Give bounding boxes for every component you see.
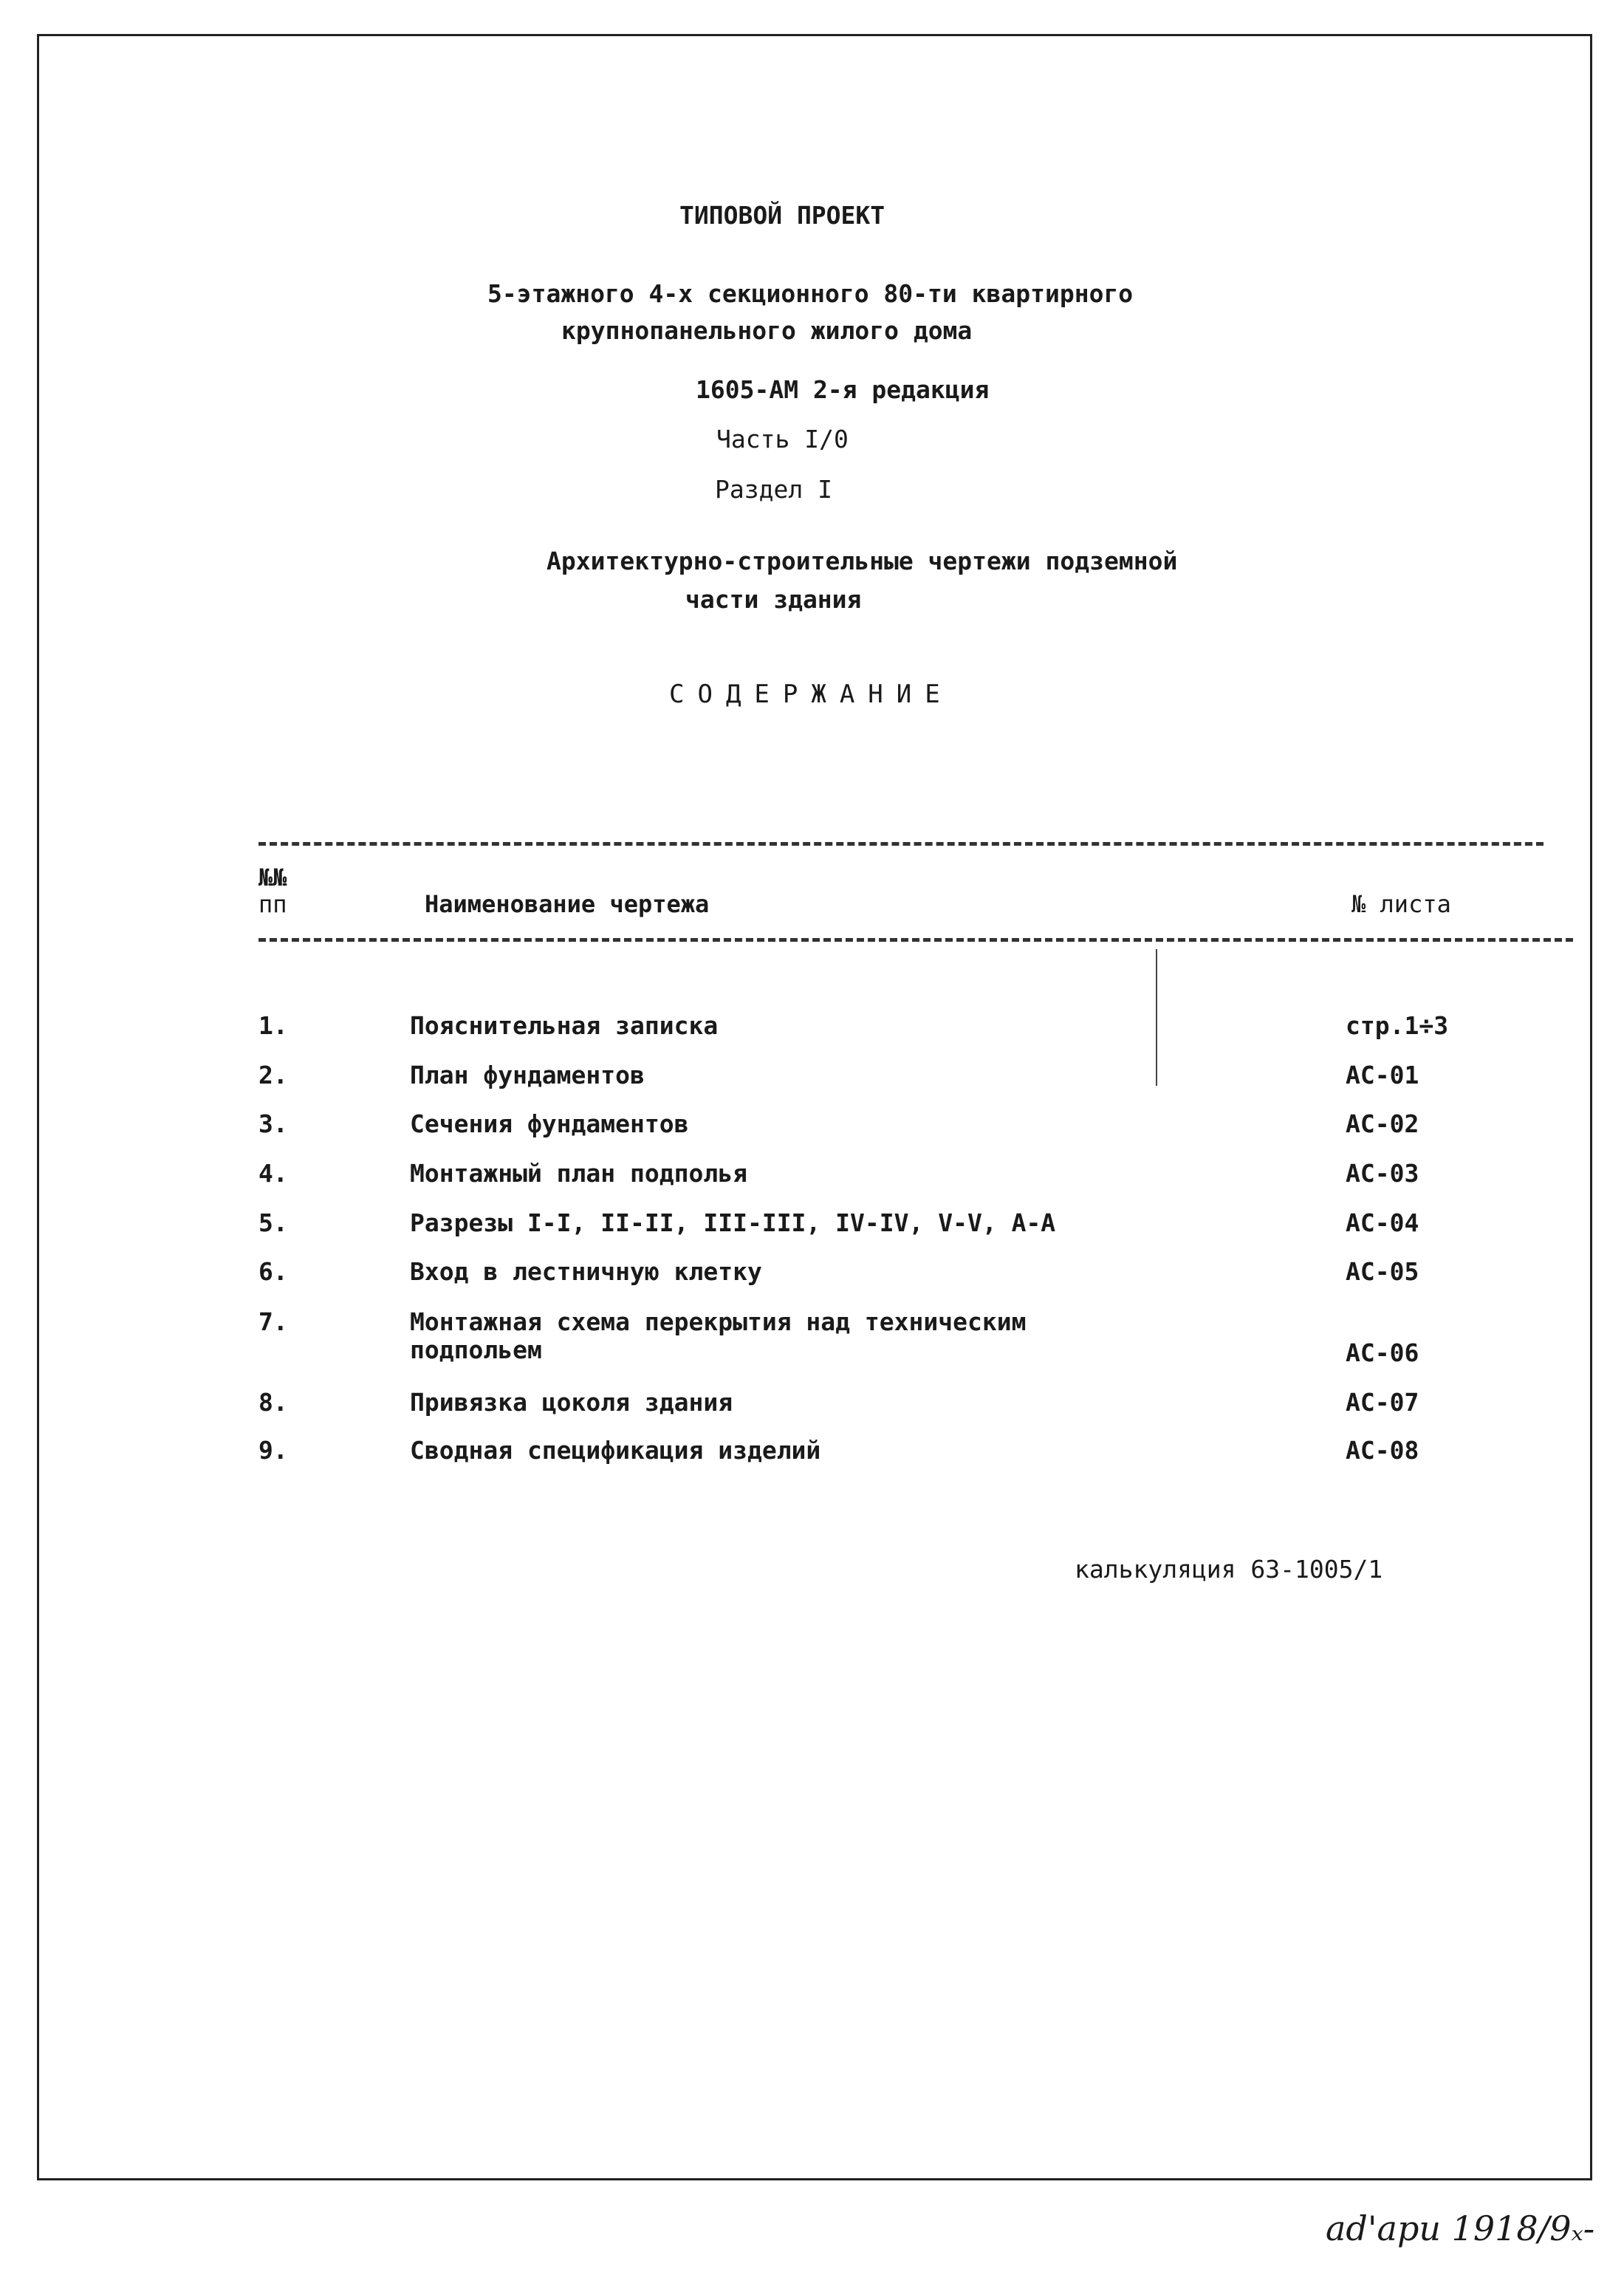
toc-row-4 [244, 1160, 1499, 1204]
toc-row-number: 2. [258, 1061, 288, 1089]
toc-row-number: 1. [258, 1011, 288, 1040]
toc-row-title: Монтажная схема перекрытия над техническим подпольем [410, 1307, 1027, 1364]
toc-row-title: Монтажный план подполья [410, 1159, 747, 1188]
project-section: Раздел I [715, 475, 832, 504]
toc-row-sheet: АС-01 [1346, 1061, 1419, 1089]
toc-row-title: Сечения фундаментов [410, 1109, 689, 1138]
toc-row-number: 9. [258, 1436, 288, 1465]
toc-row-sheet: АС-02 [1346, 1109, 1419, 1138]
toc-row-3 [244, 1110, 1499, 1154]
drawings-title-line1: Архитектурно-строительные чертежи подземной [547, 547, 1178, 575]
toc-row-title: Вход в лестничную клетку [410, 1257, 762, 1286]
handwritten-signature: ad'apu 1918/9ₓ- [1326, 2208, 1595, 2248]
toc-row-title: Разрезы I-I, II-II, III-III, IV-IV, V-V, А-А [410, 1208, 1056, 1237]
toc-row-number: 5. [258, 1208, 288, 1237]
toc-row-number: 4. [258, 1159, 288, 1188]
toc-row-number: 6. [258, 1257, 288, 1286]
toc-row-sheet: АС-04 [1346, 1208, 1419, 1237]
toc-row-number: 7. [258, 1307, 288, 1336]
toc-row-8 [244, 1389, 1499, 1433]
toc-row-9 [244, 1437, 1499, 1481]
toc-row-2 [244, 1061, 1499, 1106]
toc-row-title: План фундаментов [410, 1061, 645, 1089]
project-part: Часть I/0 [716, 425, 849, 454]
column-number-line1: №№ [258, 863, 287, 892]
toc-row-6 [244, 1258, 1499, 1302]
calculation-reference: калькуляция 63-1005/1 [1075, 1555, 1383, 1584]
project-type: ТИПОВОЙ ПРОЕКТ [679, 201, 885, 230]
toc-row-7 [244, 1308, 1499, 1382]
toc-row-title: Привязка цоколя здания [410, 1388, 733, 1417]
column-sheet-header: № листа [1351, 890, 1451, 918]
toc-row-sheet: АС-07 [1346, 1388, 1419, 1417]
building-description-line1: 5-этажного 4-х секционного 80-ти квартирного [487, 279, 1134, 308]
toc-row-sheet: АС-03 [1346, 1159, 1419, 1188]
project-code: 1605-АМ 2-я редакция [696, 375, 990, 404]
table-header-rule [258, 938, 1573, 942]
toc-row-title: Сводная спецификация изделий [410, 1436, 821, 1465]
building-description-line2: крупнопанельного жилого дома [561, 316, 973, 345]
toc-row-sheet: АС-08 [1346, 1436, 1419, 1465]
table-top-rule [258, 842, 1544, 846]
toc-row-sheet: стр.1÷3 [1346, 1011, 1449, 1040]
toc-row-number: 3. [258, 1109, 288, 1138]
toc-row-title: Пояснительная записка [410, 1011, 719, 1040]
contents-heading: СОДЕРЖАНИЕ [669, 680, 953, 709]
toc-row-sheet: АС-06 [1346, 1338, 1419, 1367]
column-title-header: Наименование чертежа [425, 890, 710, 918]
toc-row-5 [244, 1209, 1499, 1253]
toc-row-1 [244, 1012, 1499, 1056]
column-number-line2: пп [258, 890, 287, 918]
page-frame [37, 34, 1592, 2180]
toc-row-number: 8. [258, 1388, 288, 1417]
drawings-title-line2: части здания [685, 585, 862, 614]
toc-row-sheet: АС-05 [1346, 1257, 1419, 1286]
